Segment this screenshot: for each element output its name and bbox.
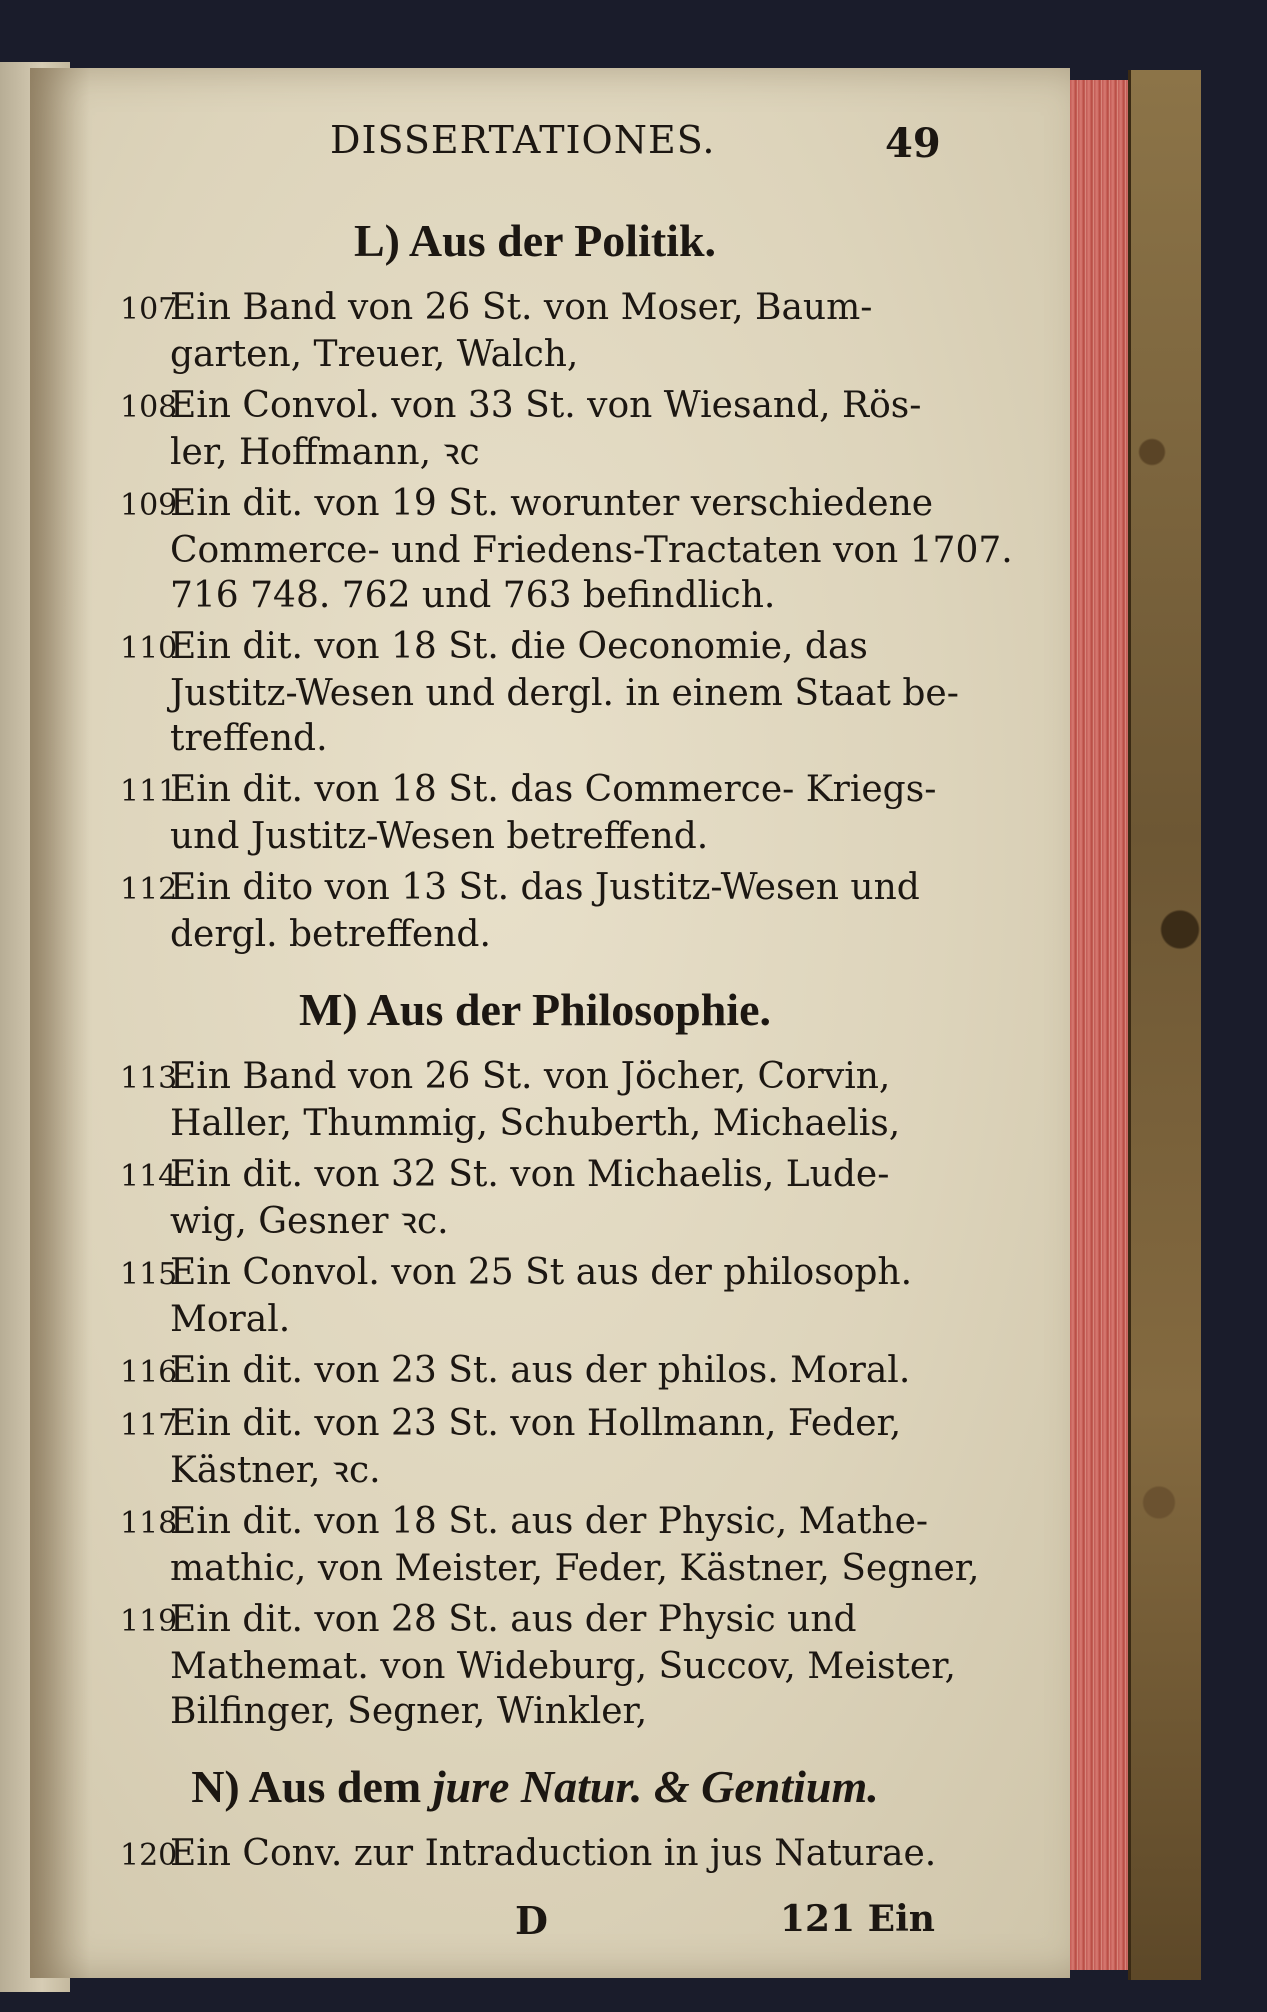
entry-number: 113 xyxy=(120,1061,178,1096)
entry-113 xyxy=(120,1054,950,1146)
entry-text: und Justitz-Wesen betreffend. xyxy=(170,816,709,857)
entry-text: garten, Treuer, Walch, xyxy=(170,334,579,375)
entry-text: Ein dit. von 18 St. aus der Physic, Mathe- xyxy=(170,1501,929,1542)
entry-number: 108 xyxy=(120,390,178,425)
entry-text: Ein dit. von 23 St. aus der philos. Moral. xyxy=(170,1350,911,1391)
entry-114 xyxy=(120,1152,950,1244)
catchword: 121 Ein xyxy=(780,1898,935,1940)
entry-text: Ein dit. von 18 St. die Oeconomie, das xyxy=(170,626,868,667)
entry-number: 117 xyxy=(120,1408,178,1443)
entry-text: Ein Convol. von 33 St. von Wiesand, Rös- xyxy=(170,385,922,426)
entry-number: 112 xyxy=(120,872,178,907)
entry-number: 111 xyxy=(120,774,178,809)
page-number: 49 xyxy=(885,120,941,167)
entry-118 xyxy=(120,1499,980,1591)
entry-text: Ein dit. von 23 St. von Hollmann, Feder, xyxy=(170,1403,902,1444)
entry-120 xyxy=(120,1831,950,1878)
entry-117 xyxy=(120,1401,950,1493)
marbled-cover xyxy=(1128,70,1201,1980)
entry-text: Ein Conv. zur Intraduction in jus Naturae. xyxy=(170,1833,937,1874)
section-heading-n xyxy=(120,1760,950,1813)
entry-text: treffend. xyxy=(170,718,328,759)
section-heading-l: L) Aus der Politik. xyxy=(353,215,717,266)
entry-text: Haller, Thummig, Schuberth, Michaelis, xyxy=(170,1103,901,1144)
entry-text: Ein Band von 26 St. von Moser, Baum- xyxy=(170,287,873,328)
section-heading-m: M) Aus der Philosophie. xyxy=(299,984,771,1035)
entry-text: Ein Band von 26 St. von Jöcher, Corvin, xyxy=(170,1056,891,1097)
entry-text: Commerce- und Friedens-Tractaten von 1707. xyxy=(170,530,1013,571)
entry-text: wig, Gesner ꝛc. xyxy=(170,1201,449,1242)
entry-115 xyxy=(120,1250,950,1342)
entry-107 xyxy=(120,285,950,377)
entry-text: Ein dit. von 18 St. das Commerce- Kriegs- xyxy=(170,769,937,810)
entry-116 xyxy=(120,1348,950,1395)
entry-text: Ein Convol. von 25 St aus der philosoph. xyxy=(170,1252,913,1293)
page-gutter-shadow xyxy=(30,68,90,1978)
entry-text: Kästner, ꝛc. xyxy=(170,1450,381,1491)
signature-mark: D xyxy=(515,1898,548,1943)
entry-110 xyxy=(120,624,959,761)
section-heading-n-prefix: N) Aus dem xyxy=(191,1761,422,1812)
entry-text: Ein dito von 13 St. das Justitz-Wesen und xyxy=(170,867,920,908)
running-head xyxy=(120,118,950,188)
entry-108 xyxy=(120,383,950,475)
entry-text: Moral. xyxy=(170,1299,291,1340)
entry-119 xyxy=(120,1597,956,1734)
running-title: DISSERTATIONES. xyxy=(330,118,716,162)
entry-number: 118 xyxy=(120,1506,178,1541)
entry-text: Bilfinger, Segner, Winkler, xyxy=(170,1691,648,1732)
entry-text: Ein dit. von 28 St. aus der Physic und xyxy=(170,1599,857,1640)
page-content xyxy=(120,118,1013,1958)
entry-text: ler, Hoffmann, ꝛc xyxy=(170,432,480,473)
red-page-edges xyxy=(1070,80,1130,1970)
entry-number: 110 xyxy=(120,631,178,666)
entry-number: 116 xyxy=(120,1355,178,1390)
entry-text: Ein dit. von 32 St. von Michaelis, Lude- xyxy=(170,1154,890,1195)
entry-number: 120 xyxy=(120,1838,178,1873)
entry-112 xyxy=(120,865,950,957)
entry-text: Ein dit. von 19 St. worunter verschiedene xyxy=(170,483,934,524)
entry-text: Justitz-Wesen und dergl. in einem Staat be- xyxy=(170,673,959,714)
section-heading-n-latin: jure Natur. & Gentium. xyxy=(432,1761,879,1812)
entry-text: Mathemat. von Wideburg, Succov, Meister, xyxy=(170,1646,956,1687)
entry-111 xyxy=(120,767,950,859)
entry-text: dergl. betreffend. xyxy=(170,914,491,955)
entry-text: 716 748. 762 und 763 befindlich. xyxy=(170,575,776,616)
page-footer xyxy=(120,1898,950,1958)
entry-number: 115 xyxy=(120,1257,178,1292)
entry-number: 107 xyxy=(120,292,178,327)
entry-number: 114 xyxy=(120,1159,178,1194)
entry-109 xyxy=(120,481,1013,618)
entry-text: mathic, von Meister, Feder, Kästner, Segner, xyxy=(170,1548,980,1589)
entry-number: 109 xyxy=(120,488,178,523)
entry-number: 119 xyxy=(120,1604,178,1639)
